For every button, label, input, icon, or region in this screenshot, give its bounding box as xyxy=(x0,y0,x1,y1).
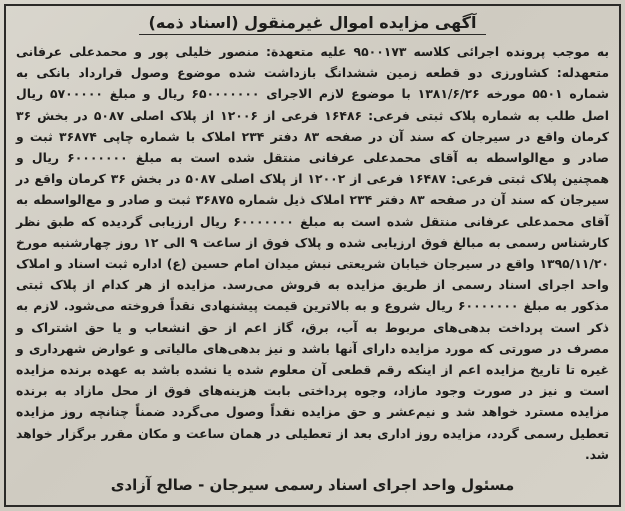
notice-title: آگهی مزایده اموال غیرمنقول (اسناد ذمه) xyxy=(139,12,487,35)
notice-signature: مسئول واحد اجرای اسناد رسمی سیرجان - صالح آزادی xyxy=(110,476,515,494)
auction-notice-box xyxy=(4,4,621,507)
title-container xyxy=(16,12,609,35)
notice-body: به موجب پرونده اجرائی کلاسه ۹۵۰۰۱۷۳ علیه متعهدة: منصور خلیلی پور و محمدعلی عرفانی متعهدله: کشاورزی دو قطعه زمین ششدانگ بازداشت شده موضوع وصول قرارداد بانکی به شماره ۵۵۰۱ مورخه ۱۳۸۱/۶/۲۶ با موضوع لازم الاجرای ۶۵۰۰۰۰۰۰۰ ریال و مبلغ ۵۷۰۰۰۰۰ ریال اصل طلب به شماره پلاک ثبتی فرعی: ۱۶۴۸۶ فرعی از ۱۲۰۰۶ از پلاک اصلی ۵۰۸۷ در بخش ۳۶ کرمان واقع در سیرجان که سند آن در صفحه ۸۳ دفتر ۲۳۴ املاک با شماره چاپی ۳۶۸۷۴ ثبت و صادر و مع‌الواسطه به آقای محمدعلی عرفانی منتقل شده است به مبلغ ۶۰۰۰۰۰۰۰ ریال و همچنین پلاک ثبتی فرعی: ۱۶۴۸۷ فرعی از ۱۲۰۰۲ از پلاک اصلی ۵۰۸۷ در بخش ۳۶ کرمان واقع در سیرجان که سند آن در صفحه ۸۳ دفتر ۲۳۴ املاک ذیل شماره ۳۶۸۷۵ ثبت و صادر و مع‌الواسطه به آقای محمدعلی عرفانی منتقل شده است به مبلغ ۶۰۰۰۰۰۰۰ ریال ارزیابی گردیده که طبق نظر کارشناس رسمی به مبالغ فوق ارزیابی شده و پلاک فوق از ساعت ۹ الی ۱۲ روز چهارشنبه مورخ ۱۳۹۵/۱۱/۲۰ واقع در سیرجان خیابان شریعتی نبش میدان امام حسین (ع) اداره ثبت اسناد و املاک واحد اجرای اسناد رسمی از طریق مزایده به فروش می‌رسد. مزایده از هر کدام از پلاک ثبتی مذکور به مبلغ ۶۰۰۰۰۰۰۰ ریال شروع و به بالاترین قیمت پیشنهادی نقداً فروخته می‌شود. لازم به ذکر است پرداخت بدهی‌های مربوط به آب، برق، گاز اعم از حق انشعاب و یا حق اشتراک و مصرف در صورتی که مورد مزایده دارای آنها باشد و نیز بدهی‌های مالیاتی و عوارض شهرداری و غیره تا تاریخ مزایده اعم از اینکه رقم قطعی آن معلوم شده یا نشده باشد به عهده برنده مزایده است و نیز در صورت وجود مازاد، وجوه پرداختی بابت هزینه‌های فوق از محل مازاد به برنده مزایده مسترد خواهد شد و نیم‌عشر و حق مزایده نقداً وصول می‌گردد ضمناً چنانچه روز مزایده تعطیل رسمی گردد، مزایده روز اداری بعد از تعطیلی در همان ساعت و مکان مقرر برگزار خواهد شد. xyxy=(16,44,610,462)
